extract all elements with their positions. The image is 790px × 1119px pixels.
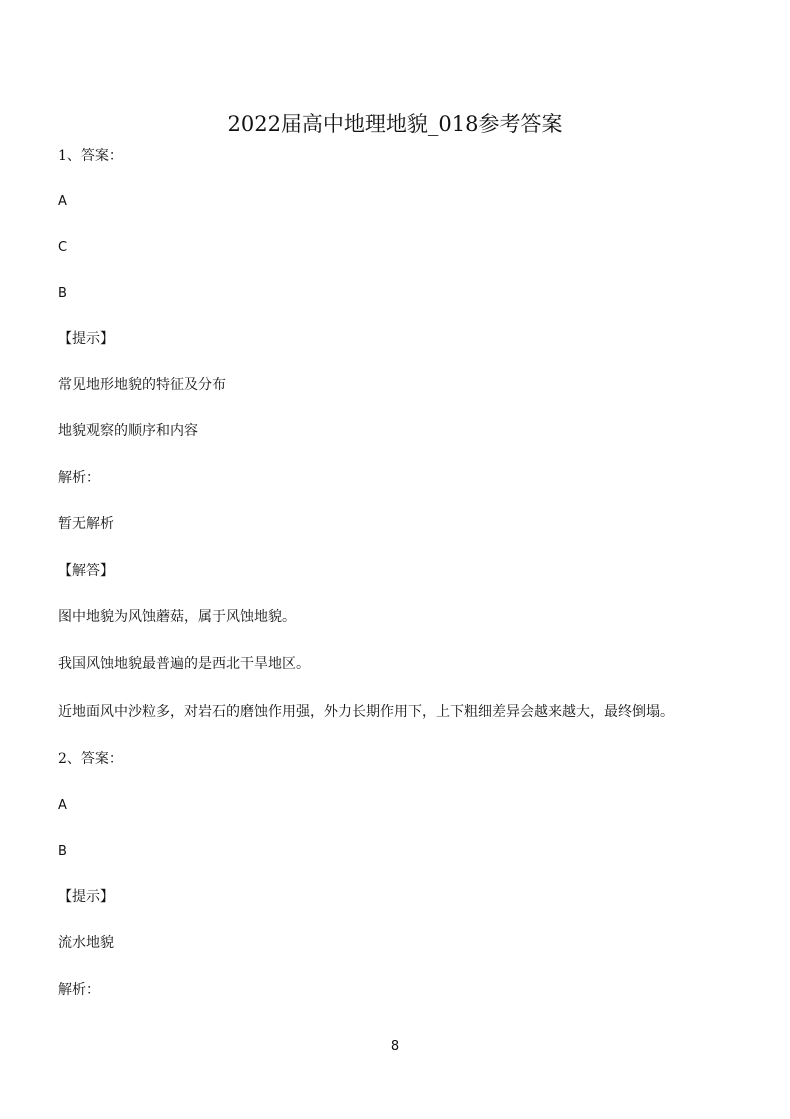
answer-1-option-b: B: [58, 286, 67, 301]
hint-heading-1: 【提示】: [58, 331, 114, 347]
answer-1-heading: 1、答案：: [58, 148, 123, 164]
answer-1-option-c: C: [58, 240, 68, 255]
answer-2-option-a: A: [58, 798, 67, 813]
analysis-heading-2: 解析：: [58, 982, 100, 998]
hint-item-2: 地貌观察的顺序和内容: [58, 423, 198, 439]
hint-item-1: 常见地形地貌的特征及分布: [58, 377, 226, 393]
hint-item-3: 流水地貌: [58, 935, 114, 951]
analysis-heading-1: 解析：: [58, 470, 100, 486]
solution-line-3: 近地面风中沙粒多，对岩石的磨蚀作用强，外力长期作用下，上下粗细差异会越来越大，最终倒塌。: [58, 704, 674, 720]
document-title: 2022届高中地理地貌_018参考答案: [227, 112, 563, 136]
hint-heading-2: 【提示】: [58, 889, 114, 905]
solution-line-2: 我国风蚀地貌最普遍的是西北干旱地区。: [58, 656, 310, 672]
solution-line-1: 图中地貌为风蚀蘑菇，属于风蚀地貌。: [58, 609, 296, 625]
answer-2-heading: 2、答案：: [58, 751, 123, 767]
answer-2-option-b: B: [58, 844, 67, 859]
solution-heading: 【解答】: [58, 563, 114, 579]
page-number: 8: [390, 1039, 400, 1054]
answer-1-option-a: A: [58, 194, 67, 209]
analysis-text-1: 暂无解析: [58, 516, 114, 532]
